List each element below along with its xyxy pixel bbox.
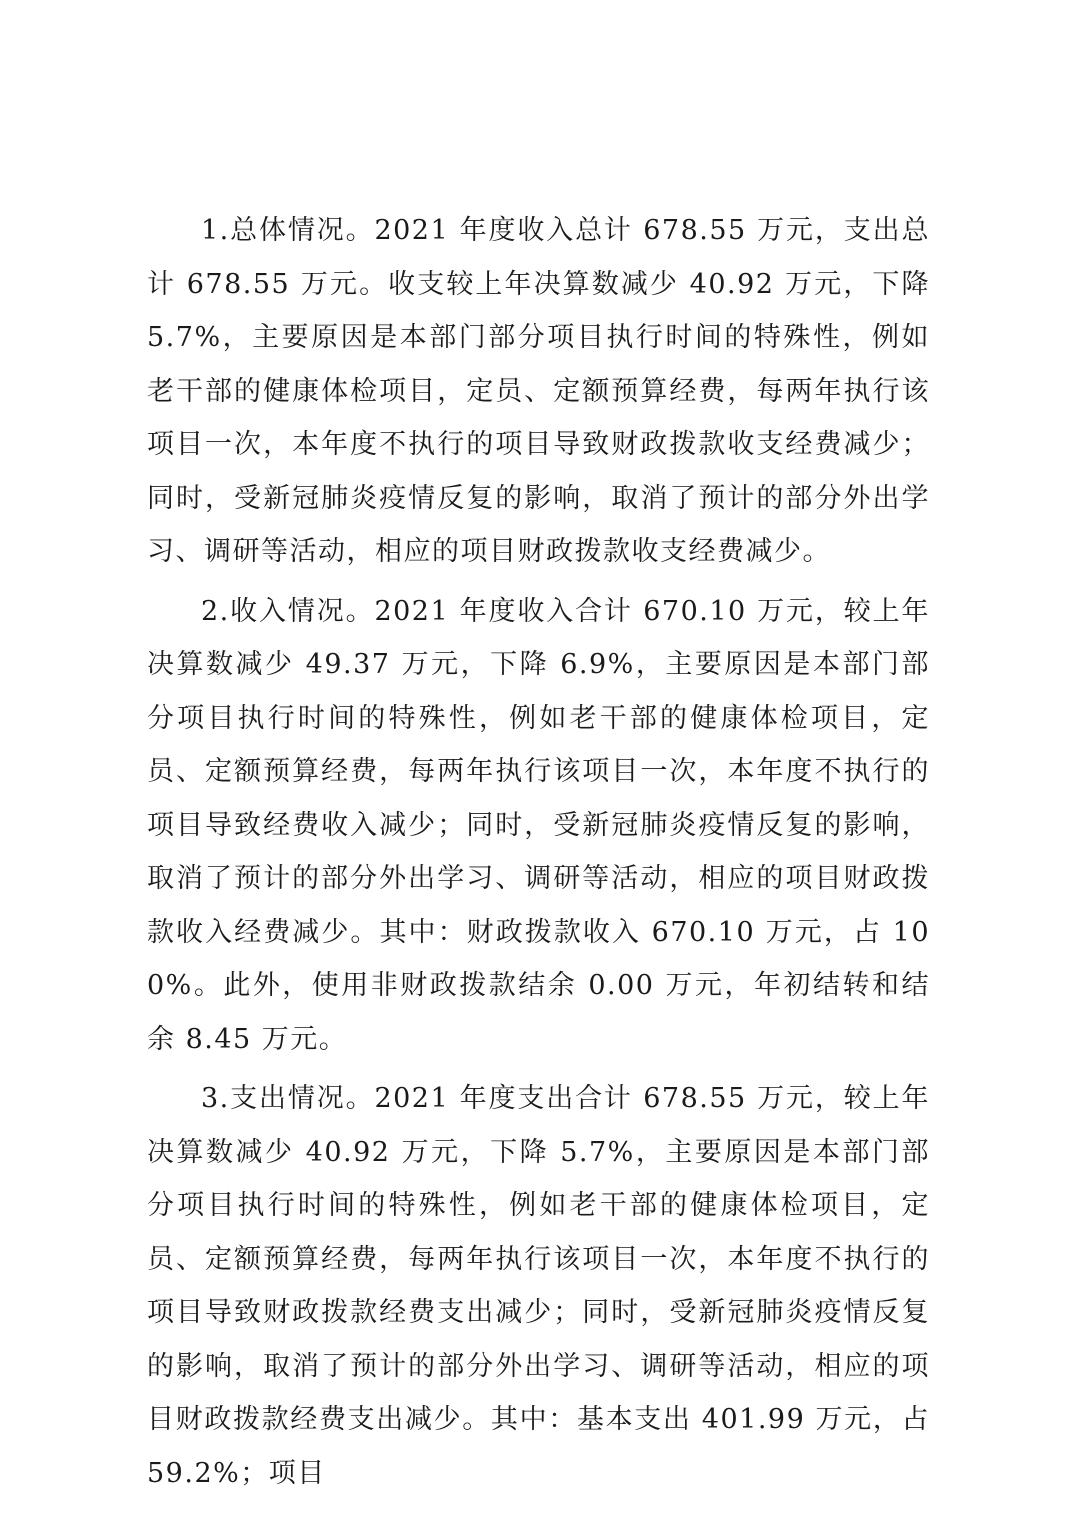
document-body <box>147 204 930 1506</box>
paragraph-income: 2.收入情况。2021 年度收入合计 670.10 万元，较上年决算数减少 49.37 万元，下降 6.9%，主要原因是本部门部分项目执行时间的特殊性，例如老干部的健康体检项目，定员、定额预算经费，每两年执行该项目一次，本年度不执行的项目导致经费收入减少；同时，受新冠肺炎疫情反复的影响，取消了预计的部分外出学习、调研等活动，相应的项目财政拨款收入经费减少。其中：财政拨款收入 670.10 万元，占 100%。此外，使用非财政拨款结余 0.00 万元，年初结转和结余 8.45 万元。 <box>147 595 930 1055</box>
paragraph-expenditure: 3.支出情况。2021 年度支出合计 678.55 万元，较上年决算数减少 40.92 万元，下降 5.7%，主要原因是本部门部分项目执行时间的特殊性，例如老干部的健康体检项目，定员、定额预算经费，每两年执行该项目一次，本年度不执行的项目导致财政拨款经费支出减少；同时，受新冠肺炎疫情反复的影响，取消了预计的部分外出学习、调研等活动，相应的项目财政拨款经费支出减少。其中：基本支出 401.99 万元，占 59.2%；项目 <box>147 1083 930 1489</box>
paragraph-overall: 1.总体情况。2021 年度收入总计 678.55 万元，支出总计 678.55 万元。收支较上年决算数减少 40.92 万元，下降 5.7%，主要原因是本部门部分项目执行时间的特殊性，例如老干部的健康体检项目，定员、定额预算经费，每两年执行该项目一次，本年度不执行的项目导致财政拨款收支经费减少；同时，受新冠肺炎疫情反复的影响，取消了预计的部分外出学习、调研等活动，相应的项目财政拨款收支经费减少。 <box>147 215 930 567</box>
